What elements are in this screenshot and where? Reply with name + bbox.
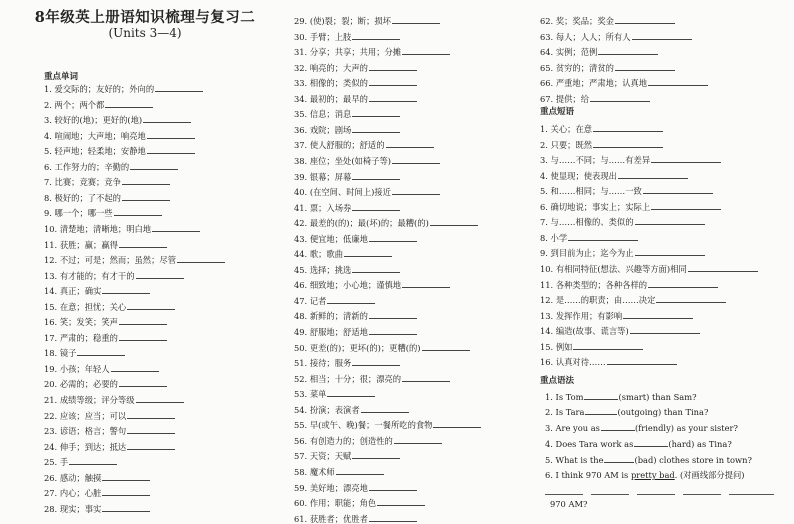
item-text: 14. 编造(故事、谎言等) xyxy=(540,326,629,337)
answer-blank[interactable] xyxy=(369,62,417,71)
item-text: 6. 工作努力的；辛勤的 xyxy=(44,161,130,172)
answer-blank[interactable] xyxy=(623,310,693,319)
item-text: 49. 舒服地；舒适地 xyxy=(294,327,368,337)
list-item xyxy=(294,404,409,415)
item-text: 16. 认真对待…… xyxy=(540,357,606,368)
answer-blank[interactable] xyxy=(130,161,178,170)
list-item xyxy=(294,93,417,104)
answer-blank[interactable] xyxy=(433,419,481,428)
item-text: 53. 菜单 xyxy=(294,389,327,400)
answer-blank[interactable] xyxy=(122,176,170,185)
answer-blank[interactable] xyxy=(392,15,440,24)
item-text: 33. 相像的；类似的 xyxy=(294,78,368,89)
item-text: 1. 爱交际的；友好的；外向的 xyxy=(44,84,155,94)
item-text: 8. 小学 xyxy=(540,232,568,243)
answer-blank[interactable] xyxy=(635,216,705,225)
list-item xyxy=(294,310,417,321)
list-item xyxy=(44,239,167,250)
answer-blank[interactable] xyxy=(352,171,400,180)
list-item xyxy=(44,441,175,452)
grammar-item-5: 5. What is the (bad) clothes store in town? xyxy=(545,455,752,465)
answer-blank[interactable] xyxy=(568,232,638,241)
list-item xyxy=(294,388,375,399)
list-item xyxy=(294,373,450,384)
list-item xyxy=(540,325,700,336)
list-item xyxy=(540,15,675,26)
answer-blank[interactable] xyxy=(102,472,150,481)
item-text: 3. 与……不同；与……有差异 xyxy=(540,155,651,166)
list-item xyxy=(294,435,442,446)
list-item xyxy=(294,450,400,461)
answer-blank[interactable] xyxy=(369,482,417,491)
list-item xyxy=(44,192,170,203)
item-text: 47. 记者 xyxy=(294,295,327,306)
grammar-item-2: 2. Is Tara (outgoing) than Tina? xyxy=(545,407,709,417)
item-text: 44. 歌；歌曲 xyxy=(294,249,344,260)
item-text: 40. (在空间、时间上)接近 xyxy=(294,187,391,198)
answer-blank[interactable] xyxy=(155,83,203,92)
list-item xyxy=(540,310,693,321)
list-item xyxy=(294,466,384,477)
item-text: 15. 在意；担忧；关心 xyxy=(44,301,127,312)
item-text: 12. 不过；可是；然而；虽然；尽管 xyxy=(44,255,176,266)
list-item xyxy=(540,294,726,305)
item-text: 18. 镜子 xyxy=(44,348,77,359)
list-item xyxy=(44,145,195,156)
item-text: 13. 发挥作用；有影响 xyxy=(540,310,623,321)
item-text: 15. 例如 xyxy=(540,341,573,352)
list-item xyxy=(294,15,440,26)
page-title: 8年级英上册语知识梳理与复习二 xyxy=(34,9,256,26)
item-text: 3. 较好的(地)；更好的(地) xyxy=(44,115,143,126)
answer-blank[interactable] xyxy=(593,123,663,132)
answer-blank[interactable] xyxy=(369,326,417,335)
answer-blank[interactable] xyxy=(377,497,425,506)
list-item xyxy=(540,356,677,367)
list-item xyxy=(540,123,663,134)
answer-blank[interactable] xyxy=(352,202,400,211)
item-text: 9. 到目前为止；迄今为止 xyxy=(540,248,634,259)
list-item xyxy=(44,161,178,172)
answer-line[interactable] xyxy=(729,494,774,495)
list-item xyxy=(540,247,705,258)
section-phrases-heading: 重点短语 xyxy=(540,107,575,117)
answer-blank[interactable] xyxy=(336,466,384,475)
item-text: 2. 两个；两个都 xyxy=(44,99,105,110)
answer-line[interactable] xyxy=(545,494,583,495)
item-text: 10. 清楚地；清晰地；明白地 xyxy=(44,223,152,234)
list-item xyxy=(540,170,688,181)
answer-blank[interactable] xyxy=(651,154,721,163)
answer-blank[interactable] xyxy=(392,186,440,195)
grammar-item-6: 6. I think 970 AM is pretty bad. (对画线部分提问) xyxy=(545,470,745,480)
list-item xyxy=(540,263,758,274)
answer-blank[interactable] xyxy=(585,406,617,415)
list-item xyxy=(540,154,721,165)
answer-blank[interactable] xyxy=(136,394,184,403)
item-text: 50. 更差(的)；更坏(的)；更糟(的) xyxy=(294,342,421,353)
item-text: 41. 票；入场券 xyxy=(294,202,352,213)
list-item xyxy=(44,114,191,125)
item-text: 29. (使)裂；裂；断；损坏 xyxy=(294,16,391,26)
answer-blank[interactable] xyxy=(369,233,417,242)
answer-blank[interactable] xyxy=(352,31,400,40)
list-item xyxy=(540,139,663,150)
list-item xyxy=(44,207,162,218)
answer-blank[interactable] xyxy=(127,410,175,419)
answer-blank[interactable] xyxy=(402,373,450,382)
list-item xyxy=(294,46,450,57)
list-item xyxy=(44,316,167,327)
answer-blank[interactable] xyxy=(327,388,375,397)
item-text: 62. 奖；奖品；奖金 xyxy=(540,16,614,26)
item-text: 11. 获胜；赢；赢得 xyxy=(44,239,118,250)
list-item xyxy=(44,394,184,405)
answer-blank[interactable] xyxy=(634,438,668,447)
list-item xyxy=(294,482,417,493)
item-text: 2. 只要；既然 xyxy=(540,139,593,150)
answer-blank[interactable] xyxy=(77,347,125,356)
list-item xyxy=(44,99,153,110)
list-item xyxy=(44,363,159,374)
list-item xyxy=(44,332,167,343)
answer-blank[interactable] xyxy=(352,264,400,273)
item-text: 16. 笑；发笑；笑声 xyxy=(44,317,118,328)
answer-blank[interactable] xyxy=(122,192,170,201)
list-item xyxy=(294,233,417,244)
item-text: 52. 相当；十分；很；漂亮的 xyxy=(294,373,402,384)
grammar-item-3: 3. Are you as (friendly) as your sister? xyxy=(545,423,738,433)
item-text: 57. 天资；天赋 xyxy=(294,451,352,462)
answer-blank[interactable] xyxy=(102,285,150,294)
answer-blank[interactable] xyxy=(593,139,663,148)
item-text: 4. 喧闹地；大声地；响亮地 xyxy=(44,130,146,141)
item-text: 27. 内心；心脏 xyxy=(44,488,102,499)
list-item xyxy=(540,216,705,227)
item-text: 28. 现实；事实 xyxy=(44,503,102,514)
answer-blank[interactable] xyxy=(632,31,692,40)
grammar-item-6-tail: 970 AM? xyxy=(550,499,588,509)
answer-blank[interactable] xyxy=(688,263,758,272)
list-item xyxy=(294,139,434,150)
item-text: 43. 便宜地；低廉地 xyxy=(294,233,368,244)
item-text: 60. 作用；职能；角色 xyxy=(294,498,377,509)
answer-line[interactable] xyxy=(683,494,721,495)
answer-blank[interactable] xyxy=(102,503,150,512)
answer-blank[interactable] xyxy=(147,130,195,139)
item-text: 35. 信息；消息 xyxy=(294,109,352,120)
item-text: 21. 成绩等级；评分等级 xyxy=(44,395,135,405)
item-text: 63. 每人；人人；所有人 xyxy=(540,31,631,42)
item-text: 61. 获胜者；优胜者 xyxy=(294,513,368,524)
answer-blank[interactable] xyxy=(402,46,450,55)
list-item xyxy=(294,171,400,182)
answer-blank[interactable] xyxy=(615,62,675,71)
item-text: 31. 分享；共享；共用；分摊 xyxy=(294,47,402,58)
answer-blank[interactable] xyxy=(352,450,400,459)
item-text: 55. 早(或午、晚)餐；一餐所吃的食物 xyxy=(294,420,433,431)
answer-blank[interactable] xyxy=(136,270,184,279)
answer-blank[interactable] xyxy=(119,378,167,387)
item-text: 37. 使人舒服的；舒适的 xyxy=(294,140,385,151)
item-text: 67. 提供；给 xyxy=(540,93,590,104)
item-text: 30. 手臂；上肢 xyxy=(294,31,352,42)
item-text: 26. 感动；触摸 xyxy=(44,472,102,483)
list-item xyxy=(294,31,400,42)
list-item xyxy=(294,497,425,508)
answer-line[interactable] xyxy=(591,494,629,495)
list-item xyxy=(294,202,400,213)
answer-blank[interactable] xyxy=(601,422,635,431)
answer-blank[interactable] xyxy=(127,425,175,434)
answer-blank[interactable] xyxy=(119,332,167,341)
list-item xyxy=(294,357,400,368)
answer-blank[interactable] xyxy=(119,239,167,248)
list-item xyxy=(44,456,117,467)
list-item xyxy=(44,254,225,265)
answer-blank[interactable] xyxy=(604,454,634,463)
answer-blank[interactable] xyxy=(114,207,162,216)
item-text: 4. 使显现；使表现出 xyxy=(540,170,617,181)
answer-blank[interactable] xyxy=(630,325,700,334)
page-subtitle: (Units 3—4) xyxy=(108,26,182,40)
item-text: 1. 关心；在意 xyxy=(540,124,593,134)
answer-blank[interactable] xyxy=(607,356,677,365)
answer-blank[interactable] xyxy=(402,279,450,288)
answer-blank[interactable] xyxy=(177,254,225,263)
item-text: 34. 最初的；最早的 xyxy=(294,93,368,104)
item-text: 8. 极好的；了不起的 xyxy=(44,192,121,203)
list-item xyxy=(44,425,175,436)
list-item xyxy=(540,46,658,57)
list-item xyxy=(294,124,400,135)
answer-blank[interactable] xyxy=(369,513,417,522)
list-item xyxy=(44,347,125,358)
list-item xyxy=(294,248,392,259)
item-text: 36. 戏院；剧场 xyxy=(294,124,352,135)
answer-blank[interactable] xyxy=(648,77,708,86)
item-text: 14. 真正；确实 xyxy=(44,286,102,297)
list-item xyxy=(44,410,175,421)
list-item xyxy=(44,503,150,514)
item-text: 39. 银幕；屏幕 xyxy=(294,171,352,182)
list-item xyxy=(294,342,470,353)
answer-blank[interactable] xyxy=(648,279,718,288)
item-text: 46. 细致地；小心地；谨慎地 xyxy=(294,280,402,291)
item-text: 42. 最差的(的)；最(坏)的；最糟(的) xyxy=(294,218,429,229)
list-item xyxy=(294,108,400,119)
answer-blank[interactable] xyxy=(394,435,442,444)
section-vocab-heading: 重点单词 xyxy=(44,72,79,82)
answer-blank[interactable] xyxy=(119,316,167,325)
item-text: 13. 有才能的；有才干的 xyxy=(44,270,135,281)
answer-blank[interactable] xyxy=(430,217,478,226)
item-text: 45. 选择；挑选 xyxy=(294,264,352,275)
item-text: 23. 谚语；格言；警句 xyxy=(44,426,127,437)
item-text: 12. 是……的职责；由……决定 xyxy=(540,295,656,306)
list-item xyxy=(44,270,184,281)
answer-blank[interactable] xyxy=(352,124,400,133)
list-item xyxy=(44,472,150,483)
item-text: 22. 应该；应当；可以 xyxy=(44,410,127,421)
item-text: 17. 严肃的；稳重的 xyxy=(44,332,118,343)
answer-blank[interactable] xyxy=(69,456,117,465)
answer-blank[interactable] xyxy=(656,294,726,303)
item-text: 7. 与……相像的、类似的 xyxy=(540,217,634,228)
list-item xyxy=(294,513,417,524)
list-item xyxy=(44,130,195,141)
answer-blank[interactable] xyxy=(643,185,713,194)
list-item xyxy=(540,31,692,42)
answer-blank[interactable] xyxy=(147,145,195,154)
answer-blank[interactable] xyxy=(422,342,470,351)
answer-blank[interactable] xyxy=(143,114,191,123)
list-item xyxy=(44,301,175,312)
list-item xyxy=(294,217,478,228)
answer-blank[interactable] xyxy=(369,310,417,319)
answer-blank[interactable] xyxy=(361,404,409,413)
answer-blank[interactable] xyxy=(102,487,150,496)
list-item xyxy=(294,279,450,290)
answer-blank[interactable] xyxy=(152,223,200,232)
item-text: 56. 有创造力的；创造性的 xyxy=(294,435,393,446)
list-item xyxy=(294,419,481,430)
answer-blank[interactable] xyxy=(105,99,153,108)
item-text: 38. 座位；坐处(如椅子等) xyxy=(294,155,391,166)
list-item xyxy=(540,279,718,290)
list-item xyxy=(44,378,167,389)
list-item xyxy=(294,326,417,337)
answer-blank[interactable] xyxy=(344,248,392,257)
answer-blank[interactable] xyxy=(386,139,434,148)
list-item xyxy=(44,487,150,498)
list-item xyxy=(294,77,417,88)
list-item xyxy=(540,77,708,88)
item-text: 59. 美好地；漂亮地 xyxy=(294,482,368,493)
item-text: 5. 轻声地；轻柔地；安静地 xyxy=(44,146,146,157)
answer-blank[interactable] xyxy=(369,93,417,102)
section-grammar-heading: 重点语法 xyxy=(540,376,575,386)
answer-blank[interactable] xyxy=(615,15,675,24)
answer-blank[interactable] xyxy=(392,155,440,164)
list-item xyxy=(540,185,713,196)
item-text: 51. 接待；服务 xyxy=(294,358,352,369)
answer-blank[interactable] xyxy=(618,170,688,179)
answer-blank[interactable] xyxy=(352,357,400,366)
list-item xyxy=(540,341,643,352)
item-text: 10. 有相同特征(想法、兴趣等方面)相同 xyxy=(540,263,687,274)
answer-blank[interactable] xyxy=(598,46,658,55)
item-text: 24. 伸手；到达；抵达 xyxy=(44,441,127,452)
list-item xyxy=(44,285,150,296)
answer-blank[interactable] xyxy=(352,108,400,117)
list-item xyxy=(294,186,440,197)
grammar-item-1: 1. Is Tom (smart) than Sam? xyxy=(545,392,697,402)
item-text: 6. 确切地说；事实上；实际上 xyxy=(540,201,651,212)
answer-blank[interactable] xyxy=(573,341,643,350)
item-text: 64. 实例；范例 xyxy=(540,47,598,58)
answer-line[interactable] xyxy=(637,494,675,495)
item-text: 58. 魔术师 xyxy=(294,466,335,477)
answer-blank[interactable] xyxy=(127,441,175,450)
item-text: 48. 新鲜的；清新的 xyxy=(294,311,368,322)
list-item xyxy=(294,264,400,275)
list-item xyxy=(540,62,675,73)
list-item xyxy=(540,232,638,243)
item-text: 11. 各种类型的；各种各样的 xyxy=(540,279,648,290)
list-item xyxy=(44,176,170,187)
item-text: 66. 严重地；严肃地；认真地 xyxy=(540,78,648,89)
answer-blank[interactable] xyxy=(584,391,618,400)
item-text: 32. 响亮的；大声的 xyxy=(294,62,368,73)
list-item xyxy=(44,223,200,234)
list-item xyxy=(540,93,650,104)
item-text: 19. 小孩；年轻人 xyxy=(44,363,110,374)
list-item xyxy=(294,62,417,73)
item-text: 5. 和……相同；与……一致 xyxy=(540,186,642,197)
answer-blank[interactable] xyxy=(127,301,175,310)
list-item xyxy=(294,295,375,306)
list-item xyxy=(44,83,203,94)
answer-blank[interactable] xyxy=(327,295,375,304)
grammar-item-4: 4. Does Tara work as (hard) as Tina? xyxy=(545,439,732,449)
answer-blank[interactable] xyxy=(369,77,417,86)
item-text: 25. 手 xyxy=(44,457,69,468)
answer-blank[interactable] xyxy=(651,201,721,210)
list-item xyxy=(294,155,440,166)
answer-blank[interactable] xyxy=(590,93,650,102)
item-text: 65. 贫穷的；清贫的 xyxy=(540,62,614,73)
item-text: 54. 扮演；表演者 xyxy=(294,404,360,415)
answer-blank[interactable] xyxy=(635,247,705,256)
item-text: 20. 必需的；必要的 xyxy=(44,379,118,390)
item-text: 9. 哪一个；哪一些 xyxy=(44,208,113,219)
item-text: 7. 比赛；竞赛；竞争 xyxy=(44,177,121,188)
list-item xyxy=(540,201,721,212)
answer-blank[interactable] xyxy=(111,363,159,372)
